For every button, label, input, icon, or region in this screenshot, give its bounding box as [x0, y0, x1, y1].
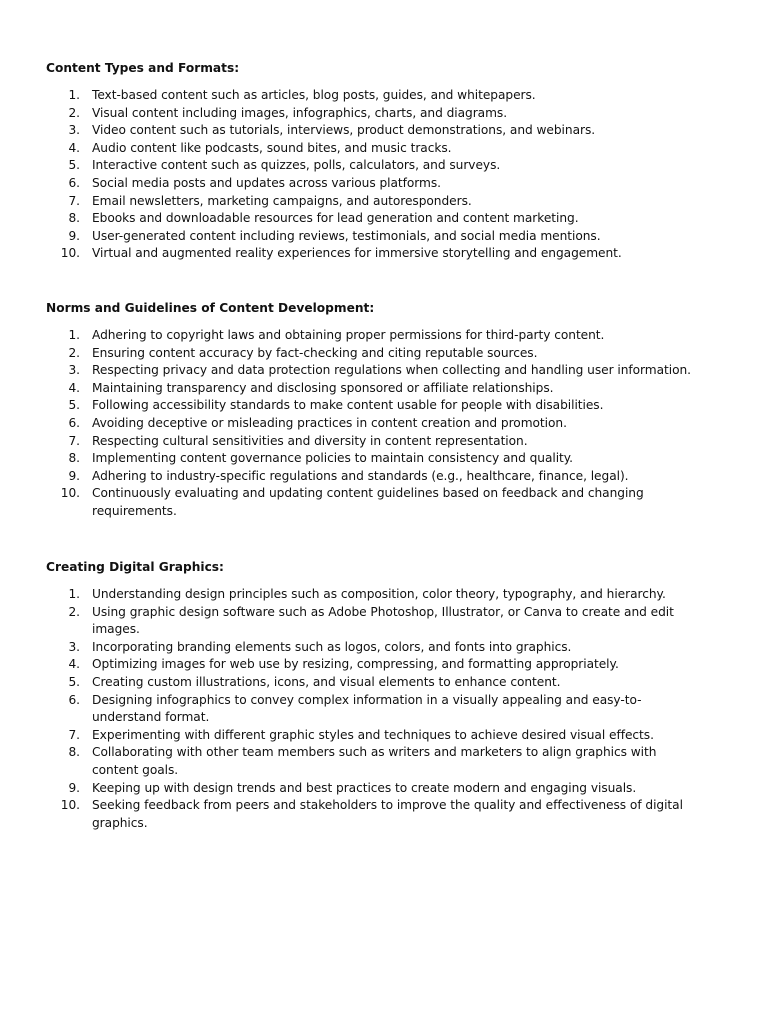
list-item: [46, 604, 706, 639]
list-item: [46, 468, 706, 486]
list-item: [46, 105, 706, 123]
section-title: Norms and Guidelines of Content Development:: [46, 301, 375, 315]
list-item-text: Designing infographics to convey complex information in a visually appealing and easy-to-understand format.: [92, 692, 642, 725]
list-item-text: Using graphic design software such as Adobe Photoshop, Illustrator, or Canva to create and edit images.: [92, 604, 674, 637]
list-number: 1.: [68, 88, 80, 102]
section-norms-guidelines: [46, 300, 706, 521]
list-item-text: Respecting cultural sensitivities and diversity in content representation.: [92, 433, 528, 448]
list-item: [46, 380, 706, 398]
list-number: 10.: [60, 486, 80, 501]
list-item-text: Creating custom illustrations, icons, and visual elements to enhance content.: [92, 674, 561, 689]
list-number: 3.: [68, 123, 80, 138]
list-number: 4.: [68, 657, 80, 672]
list-number: 1.: [68, 587, 80, 601]
list-item: [46, 157, 706, 175]
list-item-text: Keeping up with design trends and best practices to create modern and engaging visuals.: [92, 780, 637, 795]
list-item-text: Email newsletters, marketing campaigns, and autoresponders.: [92, 193, 472, 208]
list-number: 8.: [68, 211, 80, 226]
list-item-text: Adhering to industry-specific regulations and standards (e.g., healthcare, finance, legal).: [92, 468, 629, 483]
list-number: 4.: [68, 380, 80, 395]
list-number: 7.: [68, 433, 80, 448]
list-item-text: Adhering to copyright laws and obtaining proper permissions for third-party content.: [92, 328, 605, 342]
list-number: 2.: [68, 105, 80, 120]
list-item-text: Collaborating with other team members such as writers and marketers to align graphics with content goals.: [92, 745, 657, 777]
list-item: [46, 797, 706, 832]
list-item: [46, 210, 706, 228]
list-number: 7.: [68, 727, 80, 742]
list-number: 3.: [68, 363, 80, 378]
list-number: 9.: [68, 780, 80, 795]
list-item: [46, 175, 706, 193]
list-number: 5.: [68, 674, 80, 689]
list-number: 8.: [68, 745, 80, 760]
list-number: 2.: [68, 345, 80, 360]
list-number: 2.: [68, 604, 80, 619]
list-item: [46, 780, 706, 798]
list-item-text: Incorporating branding elements such as logos, colors, and fonts into graphics.: [92, 639, 572, 654]
list-item: [46, 656, 706, 674]
list-item-text: Virtual and augmented reality experiences for immersive storytelling and engagement.: [92, 246, 622, 261]
list-item: [46, 692, 706, 727]
numbered-list: [46, 327, 706, 521]
list-item-text: Visual content including images, infographics, charts, and diagrams.: [92, 105, 508, 120]
list-number: 5.: [68, 158, 80, 173]
numbered-list: [46, 87, 706, 263]
list-number: 9.: [68, 228, 80, 243]
section-title: Creating Digital Graphics:: [46, 560, 224, 574]
list-item-text: Understanding design principles such as composition, color theory, typography, and hierarchy.: [92, 587, 666, 601]
list-item-text: Seeking feedback from peers and stakeholders to improve the quality and effectiveness of digital graphics.: [92, 798, 683, 830]
list-number: 6.: [68, 415, 80, 430]
list-item: [46, 193, 706, 211]
list-item-text: Social media posts and updates across various platforms.: [92, 175, 441, 190]
list-item: [46, 415, 706, 433]
list-number: 10.: [60, 798, 80, 813]
list-number: 5.: [68, 398, 80, 413]
list-item: [46, 433, 706, 451]
section-title: Content Types and Formats:: [46, 61, 240, 75]
list-item: [46, 327, 706, 345]
list-number: 3.: [68, 639, 80, 654]
section-content-types: [46, 60, 706, 263]
list-item: [46, 245, 706, 263]
list-item-text: Maintaining transparency and disclosing sponsored or affiliate relationships.: [92, 380, 554, 395]
list-item-text: Following accessibility standards to make content usable for people with disabilities.: [92, 398, 604, 413]
list-item-text: Audio content like podcasts, sound bites, and music tracks.: [92, 140, 452, 155]
list-item-text: Optimizing images for web use by resizing, compressing, and formatting appropriately.: [92, 657, 619, 672]
list-item-text: Avoiding deceptive or misleading practices in content creation and promotion.: [92, 415, 567, 430]
list-item-text: Interactive content such as quizzes, polls, calculators, and surveys.: [92, 158, 501, 173]
list-item: [46, 639, 706, 657]
list-item-text: Ensuring content accuracy by fact-checking and citing reputable sources.: [92, 345, 538, 360]
list-item: [46, 727, 706, 745]
list-item: [46, 744, 706, 779]
list-number: 9.: [68, 468, 80, 483]
list-item-text: Continuously evaluating and updating content guidelines based on feedback and changing requirements.: [92, 486, 644, 518]
list-number: 10.: [60, 246, 80, 261]
section-digital-graphics: [46, 559, 706, 832]
list-number: 6.: [68, 175, 80, 190]
list-item-text: User-generated content including reviews, testimonials, and social media mentions.: [92, 228, 601, 243]
list-item: [46, 228, 706, 246]
list-number: 4.: [68, 140, 80, 155]
list-item: [46, 450, 706, 468]
list-item: [46, 362, 706, 380]
list-item: [46, 586, 706, 604]
list-item: [46, 87, 706, 105]
list-item-text: Experimenting with different graphic styles and techniques to achieve desired visual effects.: [92, 727, 654, 742]
list-item-text: Respecting privacy and data protection regulations when collecting and handling user information.: [92, 363, 691, 378]
list-item: [46, 397, 706, 415]
list-number: 7.: [68, 193, 80, 208]
list-item-text: Text-based content such as articles, blog posts, guides, and whitepapers.: [92, 88, 536, 102]
list-item: [46, 140, 706, 158]
list-item-text: Implementing content governance policies to maintain consistency and quality.: [92, 451, 574, 466]
numbered-list: [46, 586, 706, 832]
list-number: 6.: [68, 692, 80, 707]
list-number: 1.: [68, 328, 80, 342]
list-item-text: Video content such as tutorials, interviews, product demonstrations, and webinars.: [92, 123, 596, 138]
list-item: [46, 674, 706, 692]
list-item: [46, 485, 706, 520]
list-number: 8.: [68, 451, 80, 466]
list-item: [46, 345, 706, 363]
list-item: [46, 122, 706, 140]
list-item-text: Ebooks and downloadable resources for lead generation and content marketing.: [92, 211, 579, 226]
